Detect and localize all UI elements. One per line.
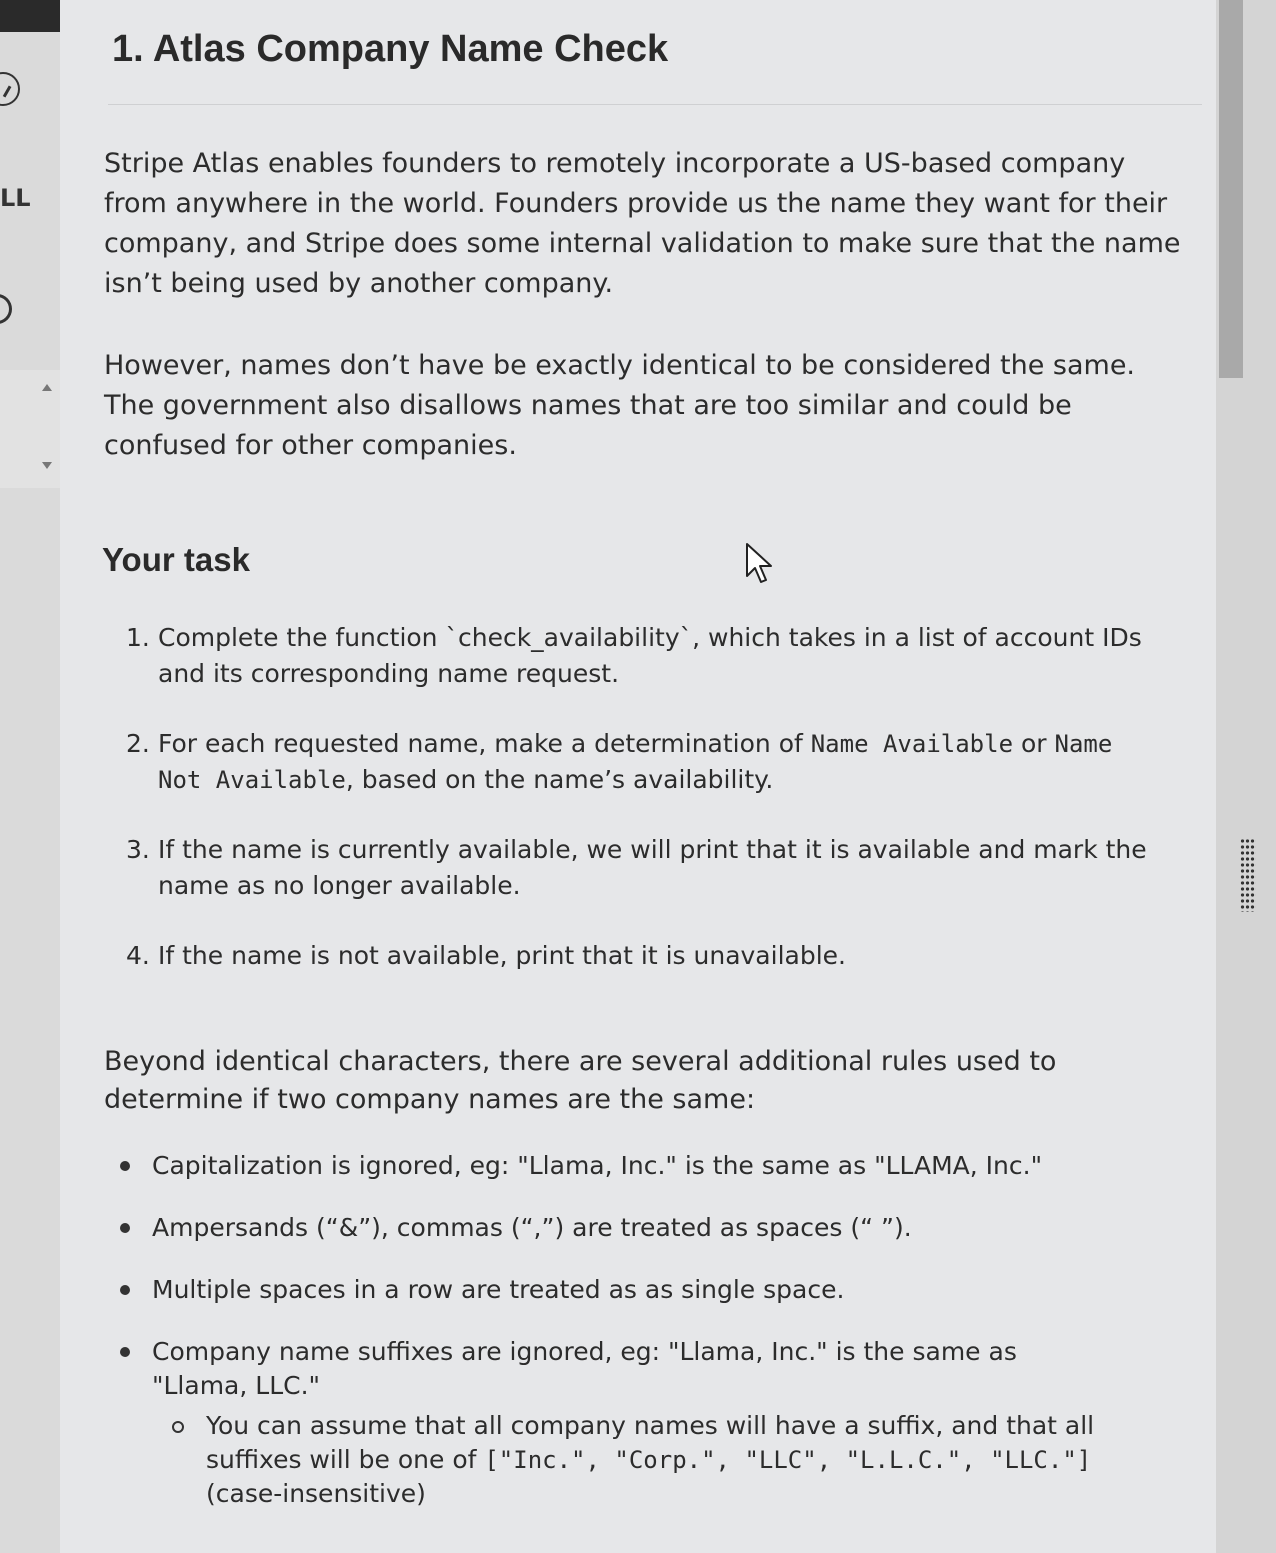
rules-intro: Beyond identical characters, there are several additional rules used to determine if two company names are the same: <box>104 1046 1057 1115</box>
task-number: 3. <box>126 835 150 864</box>
page-title: 1. Atlas Company Name Check <box>112 28 669 70</box>
intro-paragraph-1: Stripe Atlas enables founders to remotely incorporate a US-based company from anywhere in the world. Founders provide us the name they want for their company, and Stripe does some internal validation to make sure that the name isn’t being used by another company. <box>104 148 1181 299</box>
task-text: If the name is not available, print that it is unavailable. <box>158 941 846 970</box>
intro-paragraph-2: However, names don’t have be exactly identical to be considered the same. The government also disallows names that are too similar and could be confused for other companies. <box>104 350 1136 461</box>
rule-item <box>116 1335 1116 1511</box>
mouse-cursor-icon <box>744 542 774 586</box>
bullet-icon <box>120 1223 130 1233</box>
title-divider <box>108 104 1202 105</box>
task-text: , based on the name’s availability. <box>345 765 774 794</box>
bullet-icon <box>120 1285 130 1295</box>
task-item <box>126 726 1166 798</box>
rule-item <box>116 1273 1116 1307</box>
scroll-down-icon[interactable] <box>42 462 52 469</box>
gutter-label: LL <box>0 184 31 212</box>
rules-list <box>116 1149 1116 1539</box>
rule-text: Capitalization is ignored, eg: "Llama, Inc." is the same as "LLAMA, Inc." <box>152 1151 1043 1180</box>
task-number: 2. <box>126 729 150 758</box>
code-name-available: Name Available <box>810 730 1014 758</box>
bullet-icon <box>120 1161 130 1171</box>
code-name-not-available: Name Not Available <box>158 730 1113 794</box>
task-text: If the name is currently available, we will print that it is available and mark the name as no longer available. <box>158 835 1147 900</box>
task-item <box>126 938 1166 974</box>
scrollbar-thumb[interactable] <box>1219 0 1243 378</box>
rule-sub-list <box>152 1409 1116 1511</box>
hollow-bullet-icon <box>172 1421 184 1433</box>
task-number: 4. <box>126 941 150 970</box>
editor-gutter <box>0 0 60 1553</box>
scroll-up-icon[interactable] <box>42 384 52 391</box>
bullet-icon <box>120 1347 130 1357</box>
code-suffix-list: ["Inc.", "Corp.", "LLC", "L.L.C.", "LLC."] <box>484 1446 1092 1474</box>
task-item <box>126 832 1166 904</box>
sub-rule-text: You can assume that all company names will have a suffix, and that all suffixes will be one of <box>206 1411 1095 1474</box>
task-text: For each requested name, make a determination of <box>158 729 811 758</box>
rule-text: Company name suffixes are ignored, eg: "Llama, Inc." is the same as "Llama, LLC." <box>152 1337 1017 1400</box>
task-list <box>126 620 1166 1008</box>
rule-text: Multiple spaces in a row are treated as as single space. <box>152 1275 845 1304</box>
task-item <box>126 620 1166 692</box>
sub-rule-text: (case-insensitive) <box>206 1479 426 1508</box>
task-text: or <box>1013 729 1055 758</box>
rule-item <box>116 1149 1116 1183</box>
resize-grip-icon[interactable] <box>1240 838 1256 912</box>
rule-sub-item <box>152 1409 1116 1511</box>
task-heading: Your task <box>102 541 250 578</box>
rule-text: Ampersands (“&”), commas (“,”) are treated as spaces (“ ”). <box>152 1213 912 1242</box>
rule-item <box>116 1211 1116 1245</box>
task-number: 1. <box>126 623 150 652</box>
task-text: Complete the function `check_availability`, which takes in a list of account IDs and its corresponding name request. <box>158 623 1142 688</box>
